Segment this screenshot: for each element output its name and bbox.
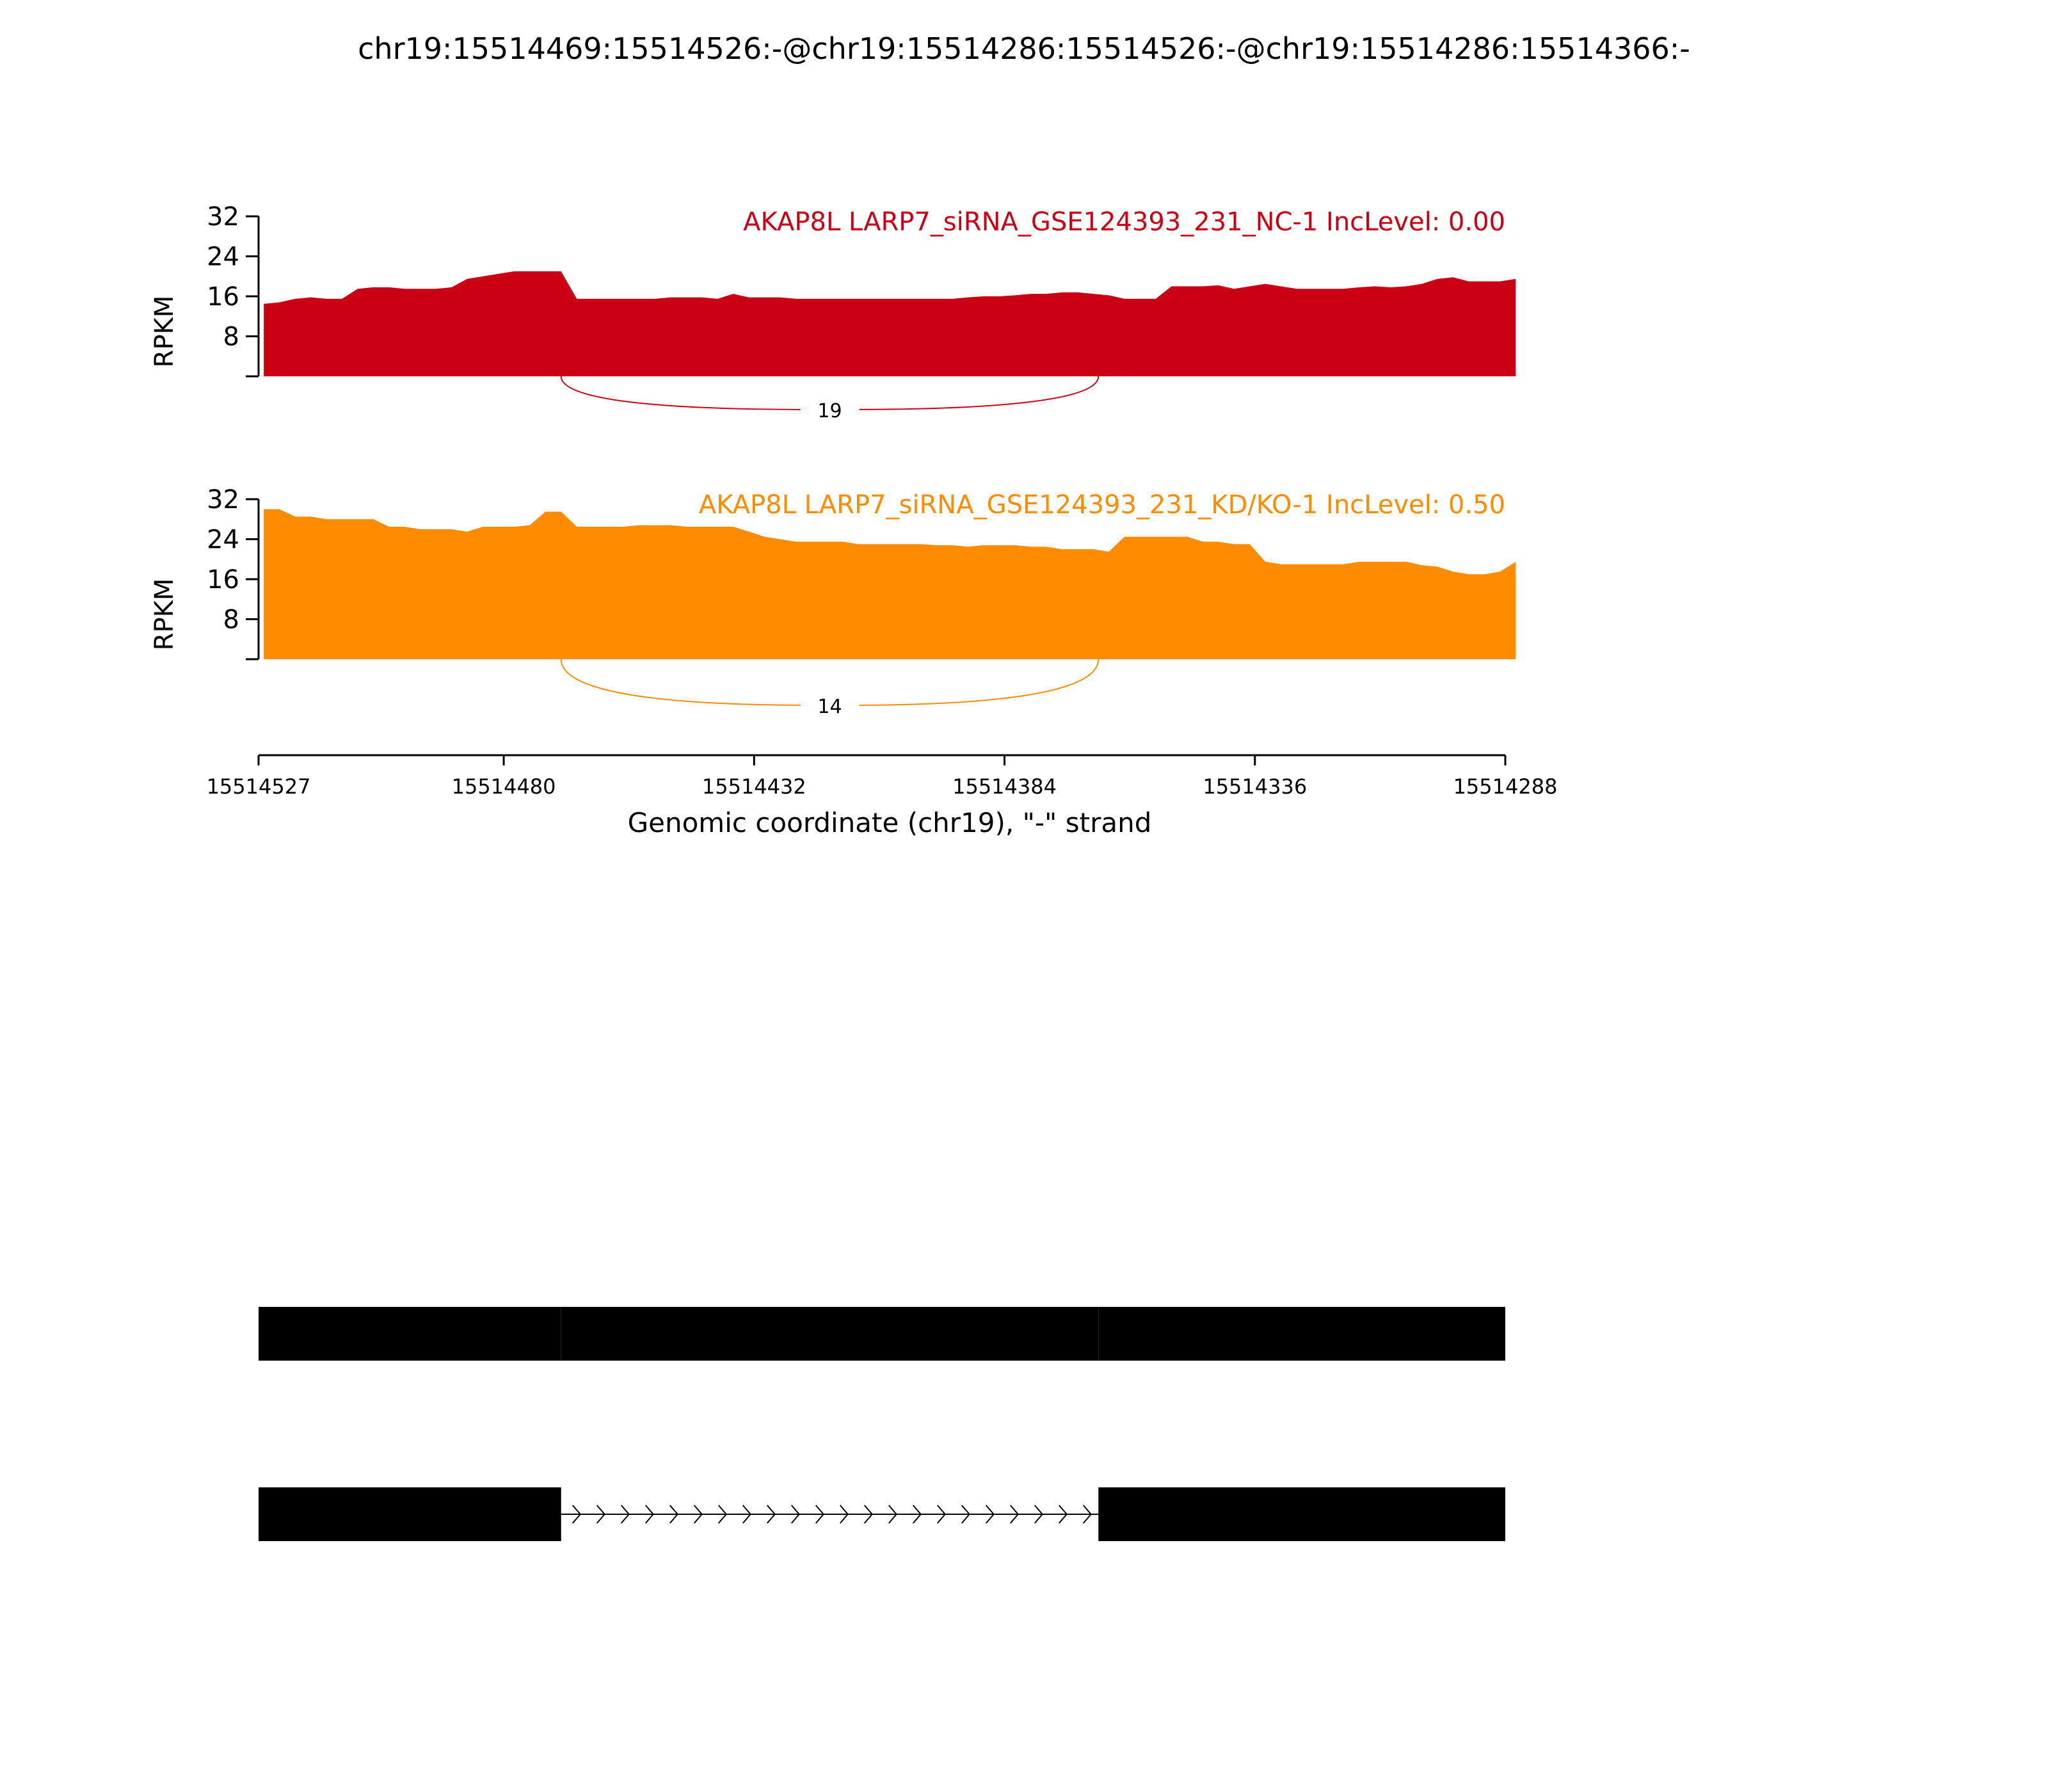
junction-count-label: 19 [817, 400, 842, 422]
track-1-area-group [264, 271, 1516, 376]
junction-count-label: 14 [817, 696, 842, 718]
y-tick-label: 8 [223, 605, 239, 635]
y-tick-label: 32 [207, 202, 239, 232]
track-2-junction [561, 659, 1099, 718]
exon-block [1098, 1487, 1505, 1541]
track-2-y-label: RPKM [150, 578, 179, 651]
coverage-area-2 [264, 509, 1516, 659]
y-tick-label: 16 [207, 282, 239, 312]
track-2-area-group [264, 509, 1516, 659]
track-1-legend-label: AKAP8L LARP7_siRNA_GSE124393_231_NC-1 IncLevel: 0.00 [743, 207, 1505, 237]
coverage-area-1 [264, 271, 1516, 376]
track-1-junction [561, 376, 1099, 422]
exon-block [561, 1307, 1099, 1361]
y-tick-label: 16 [207, 565, 239, 595]
chart-title: chr19:15514469:15514526:-@chr19:15514286:15514526:-@chr19:15514286:15514366:- [358, 31, 1690, 66]
x-tick-label: 15514480 [451, 774, 556, 799]
y-tick-label: 24 [207, 242, 239, 272]
track-2-legend-label: AKAP8L LARP7_siRNA_GSE124393_231_KD/KO-1 IncLevel: 0.50 [698, 490, 1505, 520]
track-panel-1 [150, 202, 1516, 422]
genomic-x-axis [207, 755, 1558, 799]
x-tick-label: 15514288 [1453, 774, 1558, 799]
isoform-models [259, 1307, 1505, 1541]
track-2-y-axis [207, 485, 259, 659]
x-tick-label: 15514527 [206, 774, 311, 799]
track-1-y-label: RPKM [150, 295, 179, 368]
x-axis-label: Genomic coordinate (chr19), "-" strand [627, 807, 1152, 838]
x-tick-label: 15514384 [952, 774, 1057, 799]
y-tick-label: 24 [207, 525, 239, 555]
x-tick-label: 15514336 [1203, 774, 1308, 799]
track-panel-2 [150, 485, 1516, 718]
y-tick-label: 32 [207, 485, 239, 515]
y-tick-label: 8 [223, 322, 239, 352]
exon-block [1098, 1307, 1505, 1361]
exon-block [259, 1307, 561, 1361]
exon-block [259, 1487, 561, 1541]
track-1-y-axis [207, 202, 259, 376]
x-tick-label: 15514432 [701, 774, 806, 799]
